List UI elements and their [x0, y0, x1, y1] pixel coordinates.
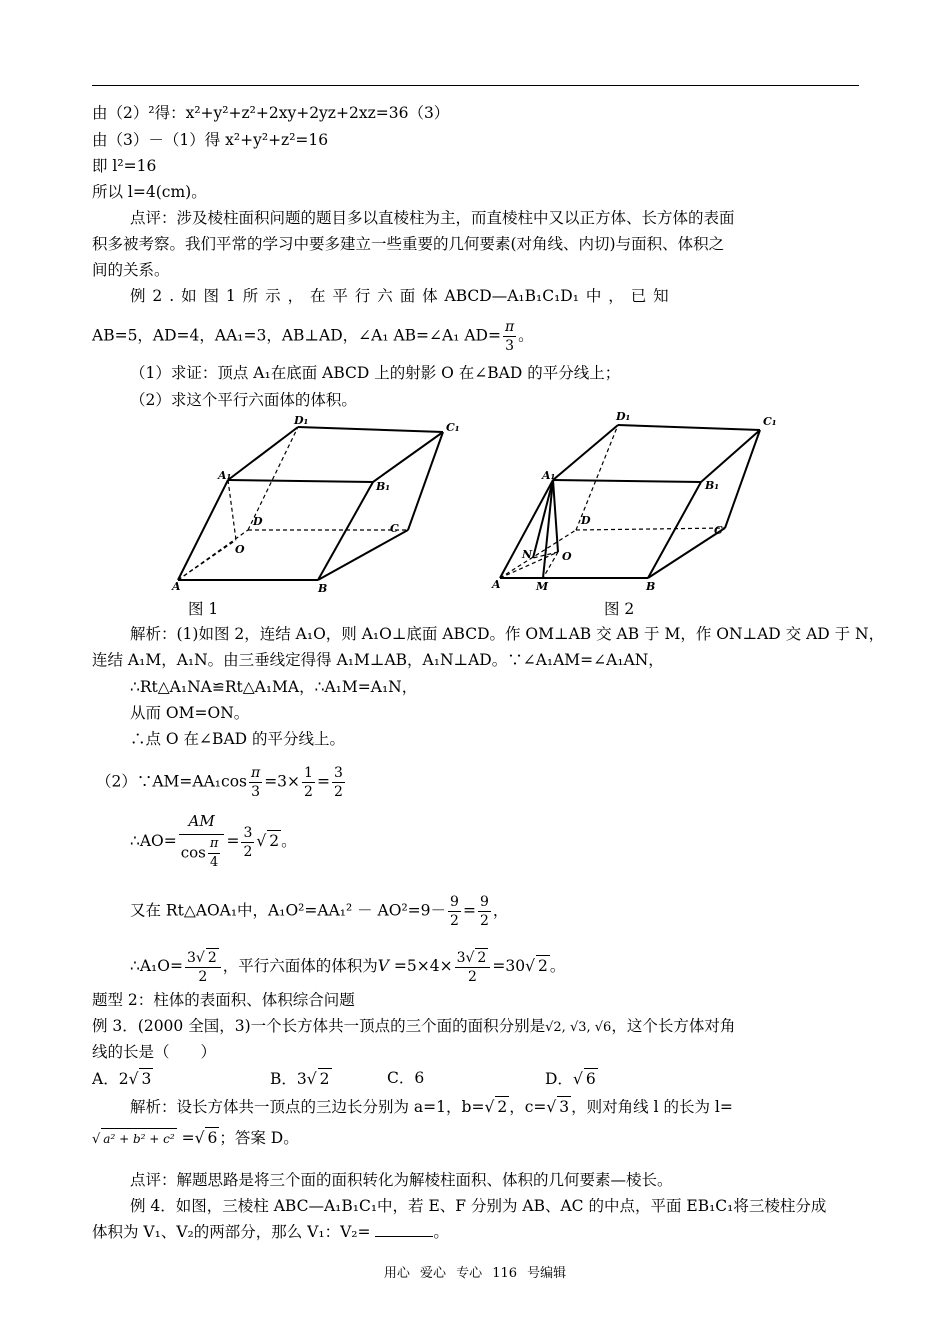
text-line: 由（3）－（1）得 x²+y²+z²=16 — [92, 131, 329, 149]
comment-paragraph: 间的关系。 — [92, 261, 170, 279]
label-A1: A₁ — [542, 469, 556, 482]
label-C: C — [390, 522, 399, 535]
example-2-given: AB=5，AD=4，AA₁=3，AB⊥AD，∠A₁ AB=∠A₁ AD= $\frac{\pi}{3}$ 。 — [92, 319, 534, 354]
fraction: $\frac{1}{2}$ — [304, 765, 313, 800]
label-O: O — [235, 543, 245, 556]
label-A1: A₁ — [218, 469, 232, 482]
solution-line: ∴Rt△A₁NA≌Rt△A₁MA，∴A₁M=A₁N， — [130, 678, 418, 696]
formula-ao: ∴AO= AM cos $\frac{\pi}{4}$ = $\frac{3}{2}$ √ 2 。 — [130, 812, 297, 870]
fraction: $\frac{9}{2}$ — [450, 894, 459, 929]
given-text: AB=5，AD=4，AA₁=3，AB⊥AD，∠A₁ AB=∠A₁ AD= — [92, 326, 501, 345]
comment-paragraph: 积多被考察。我们平常的学习中要多建立一些重要的几何要素(对角线、内切)与面积、体积之 — [92, 235, 725, 253]
question-2: （2）求这个平行六面体的体积。 — [130, 391, 357, 409]
label-A: A — [492, 578, 501, 591]
fraction: $\frac{3}{2}$ — [243, 824, 253, 860]
example-4-question: 体积为 V₁、V₂的两部分，那么 V₁：V₂= 。 — [92, 1223, 449, 1241]
comment-paragraph: 点评：涉及棱柱面积问题的题目多以直棱柱为主，而直棱柱中又以正方体、长方体的表面 — [130, 209, 735, 227]
fraction: $\frac{9}{2}$ — [479, 894, 489, 929]
label-C1: C₁ — [446, 421, 460, 434]
option-a: A．2√ 3 — [92, 1070, 152, 1088]
label-B1: B₁ — [376, 480, 391, 493]
label-B1: B₁ — [705, 479, 720, 492]
header-rule — [92, 85, 859, 86]
figure-2-parallelepiped — [488, 410, 788, 595]
example-3-question: 线的长是（ ） — [92, 1043, 217, 1061]
comment-3: 点评：解题思路是将三个面的面积转化为解棱柱面积、体积的几何要素—棱长。 — [130, 1171, 673, 1189]
label-D1: D₁ — [294, 415, 309, 427]
example-2-title: 例 2 . 如 图 1 所 示 ， 在 平 行 六 面 体 ABCD—A₁B₁C₁D₁ 中 ， 已 知 — [130, 287, 669, 305]
page-footer: 用心 爱心 专心 116 号编辑 — [383, 1266, 567, 1281]
label-B: B — [646, 580, 656, 593]
example-3-title: 例 3．(2000 全国，3)一个长方体共一顶点的三个面的面积分别是√2, √3, √6，这个长方体对角 — [92, 1017, 736, 1035]
answer-blank — [375, 1222, 433, 1237]
fraction: $\frac{3√ 2}{2}$ — [455, 948, 491, 986]
label-D1: D₁ — [616, 410, 631, 423]
label-D: D — [581, 514, 591, 527]
fraction: $\frac{\pi}{3}$ — [250, 765, 261, 800]
formula-am: （2）∵AM=AA₁cos $\frac{\pi}{3}$ =3× $\frac{1}{2}$ = $\frac{3}{2}$ — [96, 765, 343, 800]
solution-line: 解析：(1)如图 2，连结 A₁O，则 A₁O⊥底面 ABCD。作 OM⊥AB 交 AB 于 M，作 ON⊥AD 交 AD 于 N， — [130, 625, 885, 643]
label-N: N — [522, 548, 533, 561]
label-M: M — [536, 580, 549, 593]
label-A: A — [172, 580, 181, 593]
fraction-am-over-cos: AM cos $\frac{\pi}{4}$ — [179, 812, 225, 872]
figure-1-caption: 图 1 — [188, 600, 219, 618]
solution-line: 连结 A₁M，A₁N。由三垂线定得得 A₁M⊥AB，A₁N⊥AD。∵∠A₁AM=∠A₁AN， — [92, 651, 664, 669]
label-C: C — [714, 524, 723, 537]
option-c: C．6 — [387, 1069, 425, 1087]
fraction: $\frac{3}{2}$ — [333, 765, 343, 800]
label-C1: C₁ — [763, 415, 777, 428]
formula-volume: ∴A₁O= $\frac{3√ 2}{2}$ ，平行六面体的体积为V =5×4× $\frac{3√ 2}{2}$ =30√ 2 。 — [130, 950, 566, 985]
text-line: 由（2）²得：x²+y²+z²+2xy+2yz+2xz=36（3） — [92, 104, 450, 122]
example-4-title: 例 4．如图，三棱柱 ABC—A₁B₁C₁中，若 E、F 分别为 AB、AC 的中点，平面 EB₁C₁将三棱柱分成 — [130, 1197, 827, 1215]
section-heading: 题型 2：柱体的表面积、体积综合问题 — [92, 991, 355, 1009]
text-line: 即 l²=16 — [92, 157, 157, 175]
label-O: O — [562, 550, 572, 563]
formula-a1o-squared: 又在 Rt△AOA₁中，A₁O²=AA₁² － AO²=9－ $\frac{9}{2}$ = $\frac{9}{2}$ ， — [130, 894, 509, 929]
option-d: D．√ 6 — [545, 1070, 596, 1088]
figure-2-caption: 图 2 — [604, 600, 635, 618]
text-line: 所以 l=4(cm)。 — [92, 183, 207, 201]
label-B: B — [318, 582, 328, 595]
solution-line: ∴点 O 在∠BAD 的平分线上。 — [130, 730, 345, 748]
label-D: D — [253, 515, 263, 528]
solution-3: 解析：设长方体共一顶点的三边长分别为 a=1，b=√ 2 ，c=√ 3 ，则对角线 l 的长为 l= — [130, 1098, 733, 1116]
solution-line: 从而 OM=ON。 — [130, 704, 250, 722]
fraction-pi-over-3: $\frac{\pi}{3}$ — [504, 319, 515, 354]
solution-3-formula: √ a² + b² + c² =√ 6 ；答案 D。 — [92, 1129, 299, 1147]
question-1: （1）求证：顶点 A₁在底面 ABCD 上的射影 O 在∠BAD 的平分线上； — [130, 364, 621, 382]
option-b: B．3√ 2 — [270, 1070, 330, 1088]
figure-1-parallelepiped — [168, 415, 468, 595]
fraction: $\frac{3√ 2}{2}$ — [185, 948, 221, 986]
